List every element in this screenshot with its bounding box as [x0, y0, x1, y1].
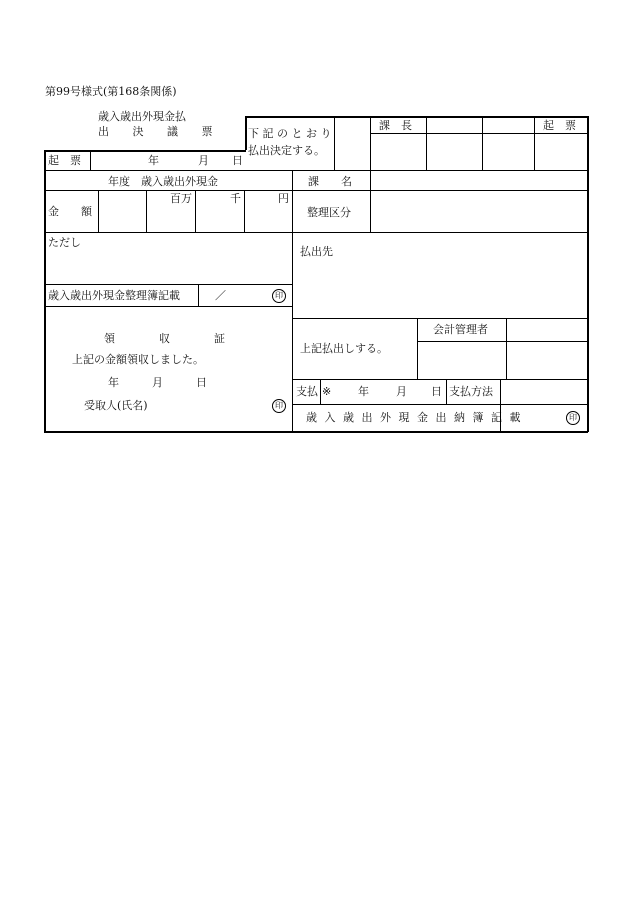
ledger-slash: ／ [215, 289, 226, 302]
note-label: ただし [48, 236, 81, 249]
payment-month: 月 [396, 385, 407, 398]
section-chief-label: 課 長 [379, 119, 412, 132]
seal-cashbook-icon: 印 [566, 411, 580, 425]
drafter-header-label: 起 票 [543, 119, 576, 132]
fiscal-year-label: 年度 歳入歳出外現金 [108, 175, 218, 188]
decision-note-line2: 払出決定する。 [248, 144, 325, 157]
payment-day: 日 [431, 385, 442, 398]
seal-recipient-icon: 印 [272, 399, 286, 413]
draft-day: 日 [232, 154, 243, 167]
section-name-label: 課 名 [308, 175, 352, 188]
payment-label: 支払 [296, 385, 318, 398]
draft-month: 月 [198, 154, 209, 167]
payment-year: 年 [358, 385, 369, 398]
form-title-line2: 出 決 議 票 [98, 125, 223, 138]
payee-label: 払出先 [300, 245, 333, 258]
receipt-date: 年 月 日 [108, 376, 207, 389]
recipient-label: 受取人(氏名) [84, 399, 148, 412]
payment-mark: ※ [322, 385, 332, 398]
ledger-entry-label: 歳入歳出外現金整理簿記載 [48, 289, 180, 302]
unit-yen: 円 [278, 192, 289, 205]
cashbook-entry-label: 歳 入 歳 出 外 現 金 出 納 簿 記 載 [306, 411, 523, 424]
form-title-line1: 歳入歳出外現金払 [98, 110, 186, 123]
accounting-manager-label: 会計管理者 [433, 323, 488, 336]
amount-label: 金 額 [48, 205, 92, 218]
seal-ledger-icon: 印 [272, 289, 286, 303]
draft-year: 年 [148, 154, 159, 167]
form-number: 第99号様式(第168条関係) [45, 85, 177, 98]
decision-note-line1: 下 記 の と お り [248, 127, 332, 140]
payout-text: 上記払出しする。 [300, 342, 388, 355]
unit-thousand: 千 [230, 192, 241, 205]
receipt-title: 領 収 証 [104, 332, 225, 345]
receipt-text: 上記の金額領収しました。 [72, 353, 204, 366]
payment-method-label: 支払方法 [449, 385, 493, 398]
unit-million: 百万 [170, 192, 192, 205]
draft-label: 起 票 [48, 154, 81, 167]
category-label: 整理区分 [307, 206, 351, 219]
